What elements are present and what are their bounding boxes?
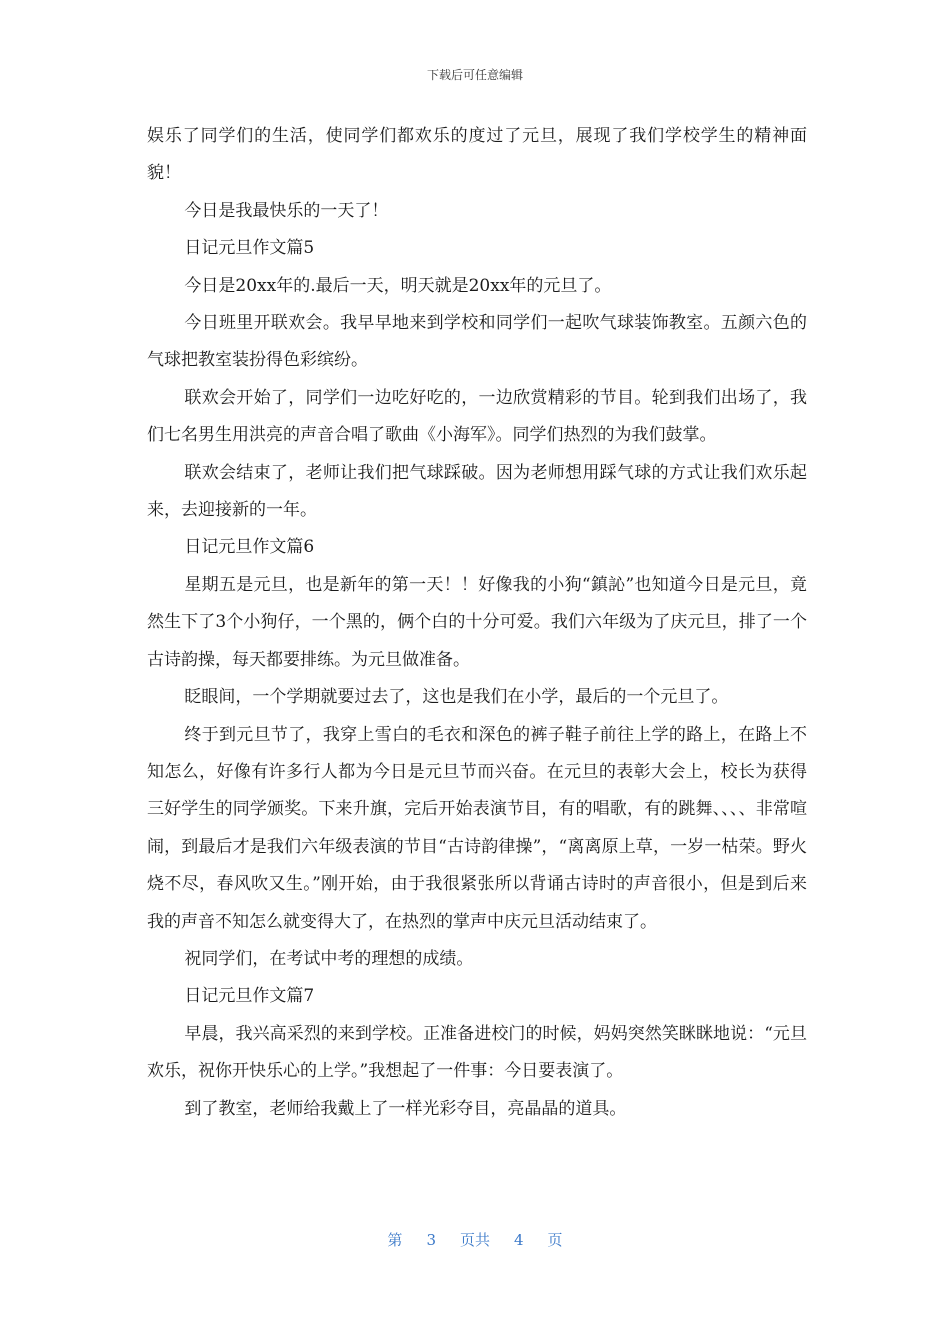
paragraph: 星期五是元旦，也是新年的第一天！！好像我的小狗“鎮訫”也知道今日是元旦，竟然生下了3个小狗仔，一个黑的，俩个白的十分可爱。我们六年级为了庆元旦，排了一个古诗韵操，每天都要排练。为元旦做准备。	[147, 574, 807, 670]
section-heading: 日记元旦作文篇7	[184, 986, 315, 1007]
paragraph: 终于到元旦节了，我穿上雪白的毛衣和深色的裤子鞋子前往上学的路上，在路上不知怎么，好像有许多行人都为今日是元旦节而兴奋。在元旦的表彰大会上，校长为获得三好学生的同学颁奖。下来升旗，完后开始表演节目，有的唱歌，有的跳舞、、、、非常喧闹，到最后才是我们六年级表演的节目“古诗韵律操”，“离离原上草，一岁一枯荣。野火烧不尽，春风吹又生。”刚开始，由于我很紧张所以背诵古诗时的声音很小，但是到后来我的声音不知怎么就变得大了，在热烈的掌声中庆元旦活动结束了。	[147, 724, 807, 932]
paragraph: 今日是20xx年的.最后一天，明天就是20xx年的元旦了。	[184, 275, 612, 296]
page-header-note: 下载后可任意编辑	[426, 68, 523, 82]
paragraph: 娱乐了同学们的生活，使同学们都欢乐的度过了元旦，展现了我们学校学生的精神面貌！	[147, 126, 807, 184]
current-page-number: 3	[426, 1231, 436, 1249]
paragraph: 祝同学们，在考试中考的理想的成绩。	[184, 948, 474, 969]
paragraph: 早晨，我兴高采烈的来到学校。正准备进校门的时候，妈妈突然笑眯眯地说：“元旦欢乐，祝你开快乐心的上学。”我想起了一件事：今日要表演了。	[147, 1023, 807, 1082]
paragraph: 眨眼间，一个学期就要过去了，这也是我们在小学，最后的一个元旦了。	[184, 687, 729, 708]
total-pages-number: 4	[514, 1231, 524, 1249]
section-heading: 日记元旦作文篇6	[184, 537, 315, 558]
document-body	[147, 118, 807, 1128]
page-mid: 页共	[459, 1231, 490, 1249]
section-heading: 日记元旦作文篇5	[184, 238, 315, 259]
paragraph: 联欢会结束了，老师让我们把气球踩破。因为老师想用踩气球的方式让我们欢乐起来，去迎接新的一年。	[147, 462, 807, 521]
paragraph: 今日是我最快乐的一天了！	[184, 200, 389, 221]
page-footer	[0, 1229, 950, 1250]
page-suffix: 页	[547, 1231, 563, 1249]
page-prefix: 第	[387, 1231, 403, 1249]
paragraph: 今日班里开联欢会。我早早地来到学校和同学们一起吹气球装饰教室。五颜六色的气球把教室装扮得色彩缤纷。	[147, 313, 807, 371]
paragraph: 到了教室，老师给我戴上了一样光彩夺目，亮晶晶的道具。	[184, 1098, 627, 1119]
paragraph: 联欢会开始了，同学们一边吃好吃的，一边欣赏精彩的节目。轮到我们出场了，我们七名男生用洪亮的声音合唱了歌曲《小海军》。同学们热烈的为我们鼓掌。	[147, 387, 807, 446]
